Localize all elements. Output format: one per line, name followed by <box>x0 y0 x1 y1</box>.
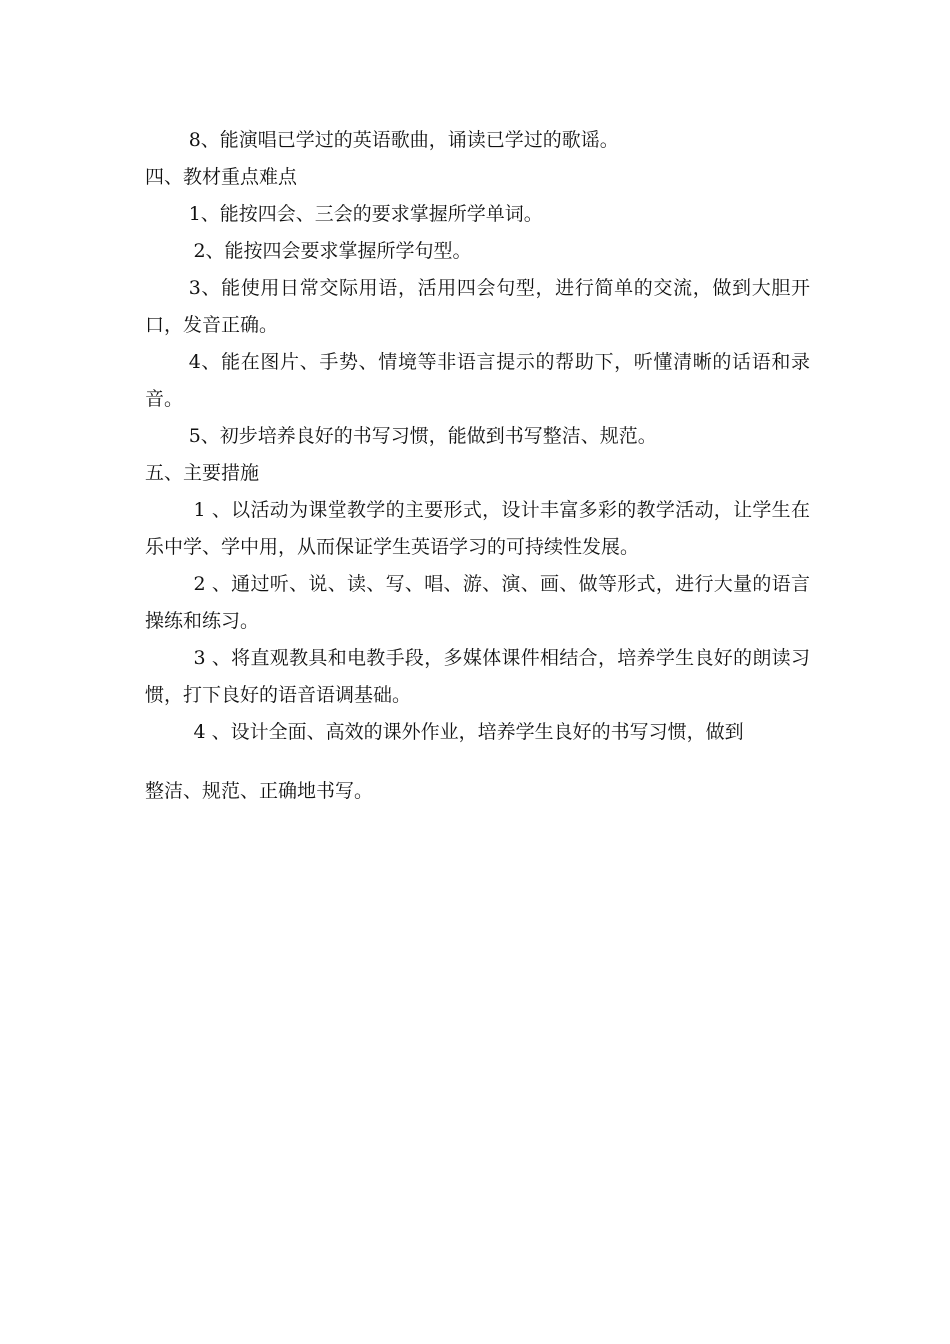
measure-4-continuation: 整洁、规范、正确地书写。 <box>145 780 374 802</box>
measure-4: 4 、设计全面、高效的课外作业，培养学生良好的书写习惯，做到 <box>193 721 744 743</box>
section-heading-key-points: 四、教材重点难点 <box>145 166 298 188</box>
key-point-1: 1、能按四会、三会的要求掌握所学单词。 <box>188 203 543 225</box>
key-point-2: 2、能按四会要求掌握所学句型。 <box>193 240 472 262</box>
key-point-4: 4、能在图片、手势、情境等非语言提示的帮助下，听懂清晰的话语和录音。 <box>145 351 810 410</box>
measure-2: 2 、通过听、说、读、写、唱、游、演、画、做等形式，进行大量的语言操练和练习。 <box>145 573 810 632</box>
key-point-5: 5、初步培养良好的书写习惯，能做到书写整洁、规范。 <box>188 425 657 447</box>
section-heading-measures: 五、主要措施 <box>145 462 260 484</box>
document-page <box>145 122 810 810</box>
goal-item-8: 8、能演唱已学过的英语歌曲，诵读已学过的歌谣。 <box>188 129 619 151</box>
measure-1: 1 、以活动为课堂教学的主要形式，设计丰富多彩的教学活动，让学生在乐中学、学中用，从而保证学生英语学习的可持续性发展。 <box>145 499 810 558</box>
key-point-3: 3、能使用日常交际用语，活用四会句型，进行简单的交流，做到大胆开口，发音正确。 <box>145 277 810 336</box>
measure-3: 3 、将直观教具和电教手段，多媒体课件相结合，培养学生良好的朗读习惯，打下良好的语音语调基础。 <box>145 647 810 706</box>
